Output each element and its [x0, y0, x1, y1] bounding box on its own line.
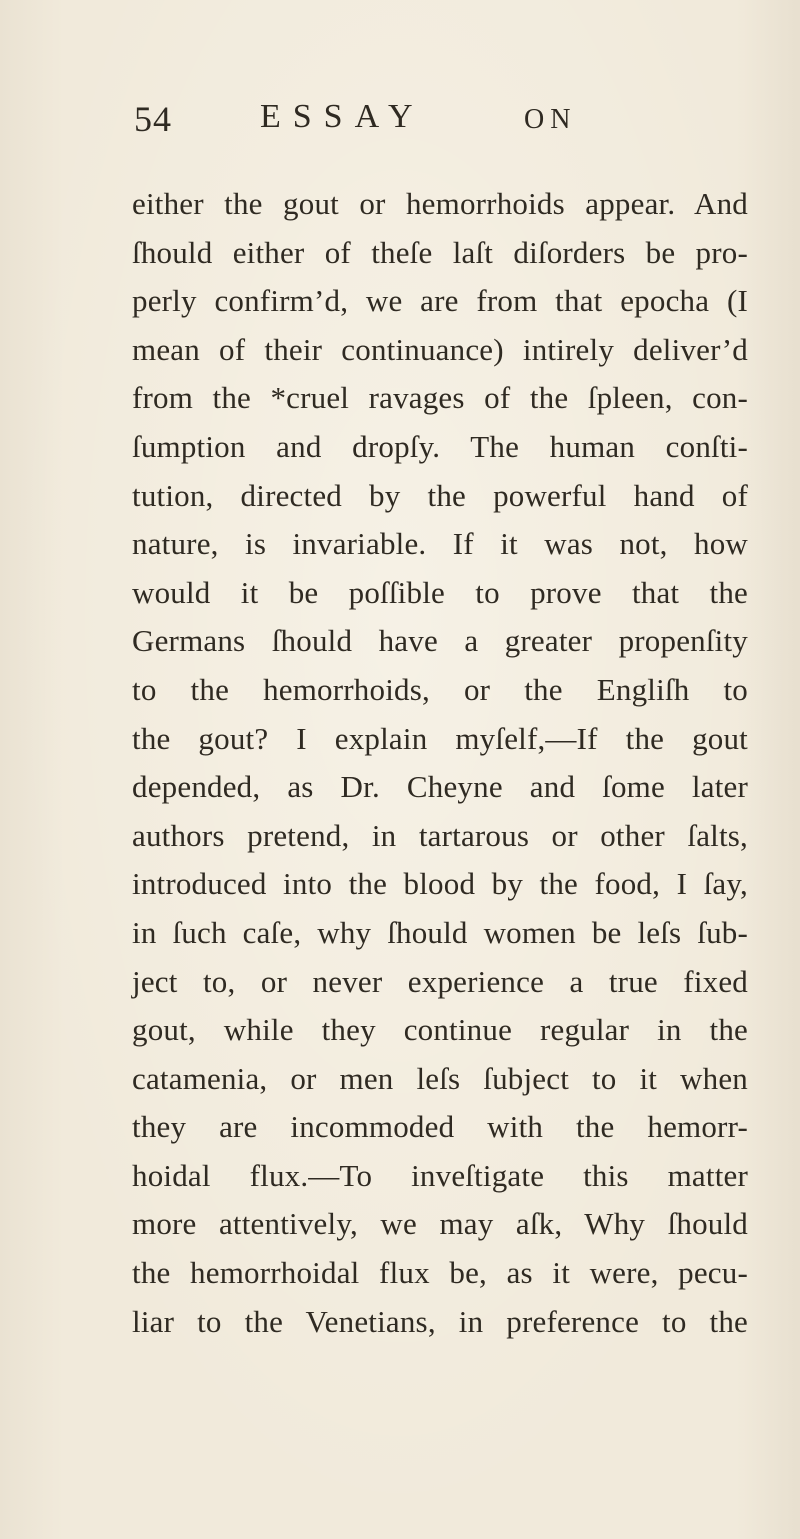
text-line: mean of their continuance) intirely deliver’d [132, 331, 748, 367]
text-line: either the gout or hemorrhoids appear. And [132, 186, 748, 221]
text-line: the gout? I explain myſelf,—If the gout [132, 720, 748, 756]
text-line: tution, directed by the powerful hand of [132, 477, 748, 513]
text-line: Germans ſhould have a greater propenſity [132, 623, 748, 659]
text-line: catamenia, or men leſs ſubject to it when [132, 1060, 748, 1096]
text-line: ſhould either of theſe laſt diſorders be pro- [132, 234, 748, 270]
text-line: authors pretend, in tartarous or other ſalts, [132, 817, 748, 853]
text-line: in ſuch caſe, why ſhould women be leſs ſub- [132, 914, 748, 950]
text-line: the hemorrhoidal flux be, as it were, pecu- [132, 1255, 748, 1291]
text-line: ject to, or never experience a true fixed [132, 963, 748, 999]
text-line: hoidal flux.—To inveſtigate this matter [132, 1157, 748, 1193]
text-line: more attentively, we may aſk, Why ſhould [132, 1206, 748, 1242]
text-line: from the *cruel ravages of the ſpleen, con- [132, 380, 748, 416]
text-line: to the hemorrhoids, or the Engliſh to [132, 671, 748, 707]
running-header [134, 98, 734, 158]
text-line: nature, is invariable. If it was not, how [132, 526, 748, 562]
running-title: ESSAY [260, 98, 425, 135]
text-line: introduced into the blood by the food, I ſay, [132, 866, 748, 902]
body-text [132, 180, 748, 1346]
text-line: depended, as Dr. Cheyne and ſome later [132, 769, 748, 805]
text-line: ſumption and dropſy. The human conſti- [132, 428, 748, 464]
text-line: liar to the Venetians, in preference to the [132, 1303, 748, 1339]
running-title-suffix: ON [524, 104, 577, 135]
text-line: perly confirm’d, we are from that epocha (I [132, 283, 748, 319]
text-line: gout, while they continue regular in the [132, 1012, 748, 1048]
text-line: would it be poſſible to prove that the [132, 574, 748, 610]
text-line: they are incommoded with the hemorr- [132, 1109, 748, 1145]
page-number: 54 [134, 99, 172, 139]
